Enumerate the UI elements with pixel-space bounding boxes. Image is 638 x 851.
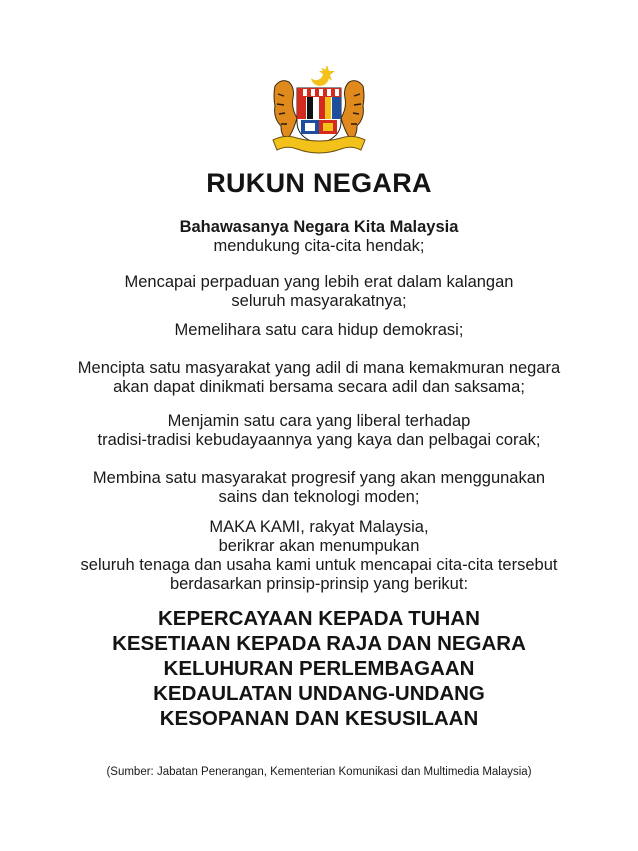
aim-paragraph [0, 359, 638, 397]
aim-line: akan dapat dinikmati bersama secara adil dan saksama; [113, 378, 525, 396]
principle-item: KESOPANAN DAN KESUSILAAN [159, 707, 479, 730]
preamble [0, 218, 638, 256]
aim-paragraph [0, 412, 638, 450]
aim-paragraph [0, 469, 638, 507]
principle-item: KELUHURAN PERLEMBAGAAN [163, 657, 475, 680]
source-citation: (Sumber: Jabatan Penerangan, Kementerian Komunikasi dan Multimedia Malaysia) [106, 766, 532, 778]
principle-item: KEDAULATAN UNDANG-UNDANG [153, 682, 485, 705]
aim-line: Memelihara satu cara hidup demokrasi; [174, 321, 464, 339]
aim-line: Mencapai perpaduan yang lebih erat dalam kalangan [124, 273, 514, 291]
pledge-line: berikrar akan menumpukan [218, 537, 420, 555]
aim-paragraph [0, 273, 638, 311]
aim-line: seluruh masyarakatnya; [231, 292, 407, 310]
principles-list [0, 606, 638, 731]
malaysia-coat-of-arms-icon [265, 64, 373, 156]
pledge-line: MAKA KAMI, rakyat Malaysia, [209, 518, 429, 536]
pledge-line: berdasarkan prinsip-prinsip yang berikut: [169, 575, 469, 593]
pledge-paragraph [0, 518, 638, 594]
aim-line: Menjamin satu cara yang liberal terhadap [167, 412, 471, 430]
preamble-line: mendukung cita-cita hendak; [213, 237, 425, 255]
aim-line: sains dan teknologi moden; [218, 488, 420, 506]
aim-paragraph [0, 321, 638, 340]
aim-line: tradisi-tradisi kebudayaannya yang kaya dan pelbagai corak; [97, 431, 541, 449]
preamble-heading: Bahawasanya Negara Kita Malaysia [179, 218, 459, 236]
page-title: RUKUN NEGARA [206, 168, 432, 198]
principle-item: KESETIAAN KEPADA RAJA DAN NEGARA [112, 632, 526, 655]
aim-line: Mencipta satu masyarakat yang adil di mana kemakmuran negara [77, 359, 561, 377]
aim-line: Membina satu masyarakat progresif yang akan menggunakan [92, 469, 546, 487]
principle-item: KEPERCAYAAN KEPADA TUHAN [158, 607, 480, 630]
pledge-line: seluruh tenaga dan usaha kami untuk mencapai cita-cita tersebut [80, 556, 558, 574]
